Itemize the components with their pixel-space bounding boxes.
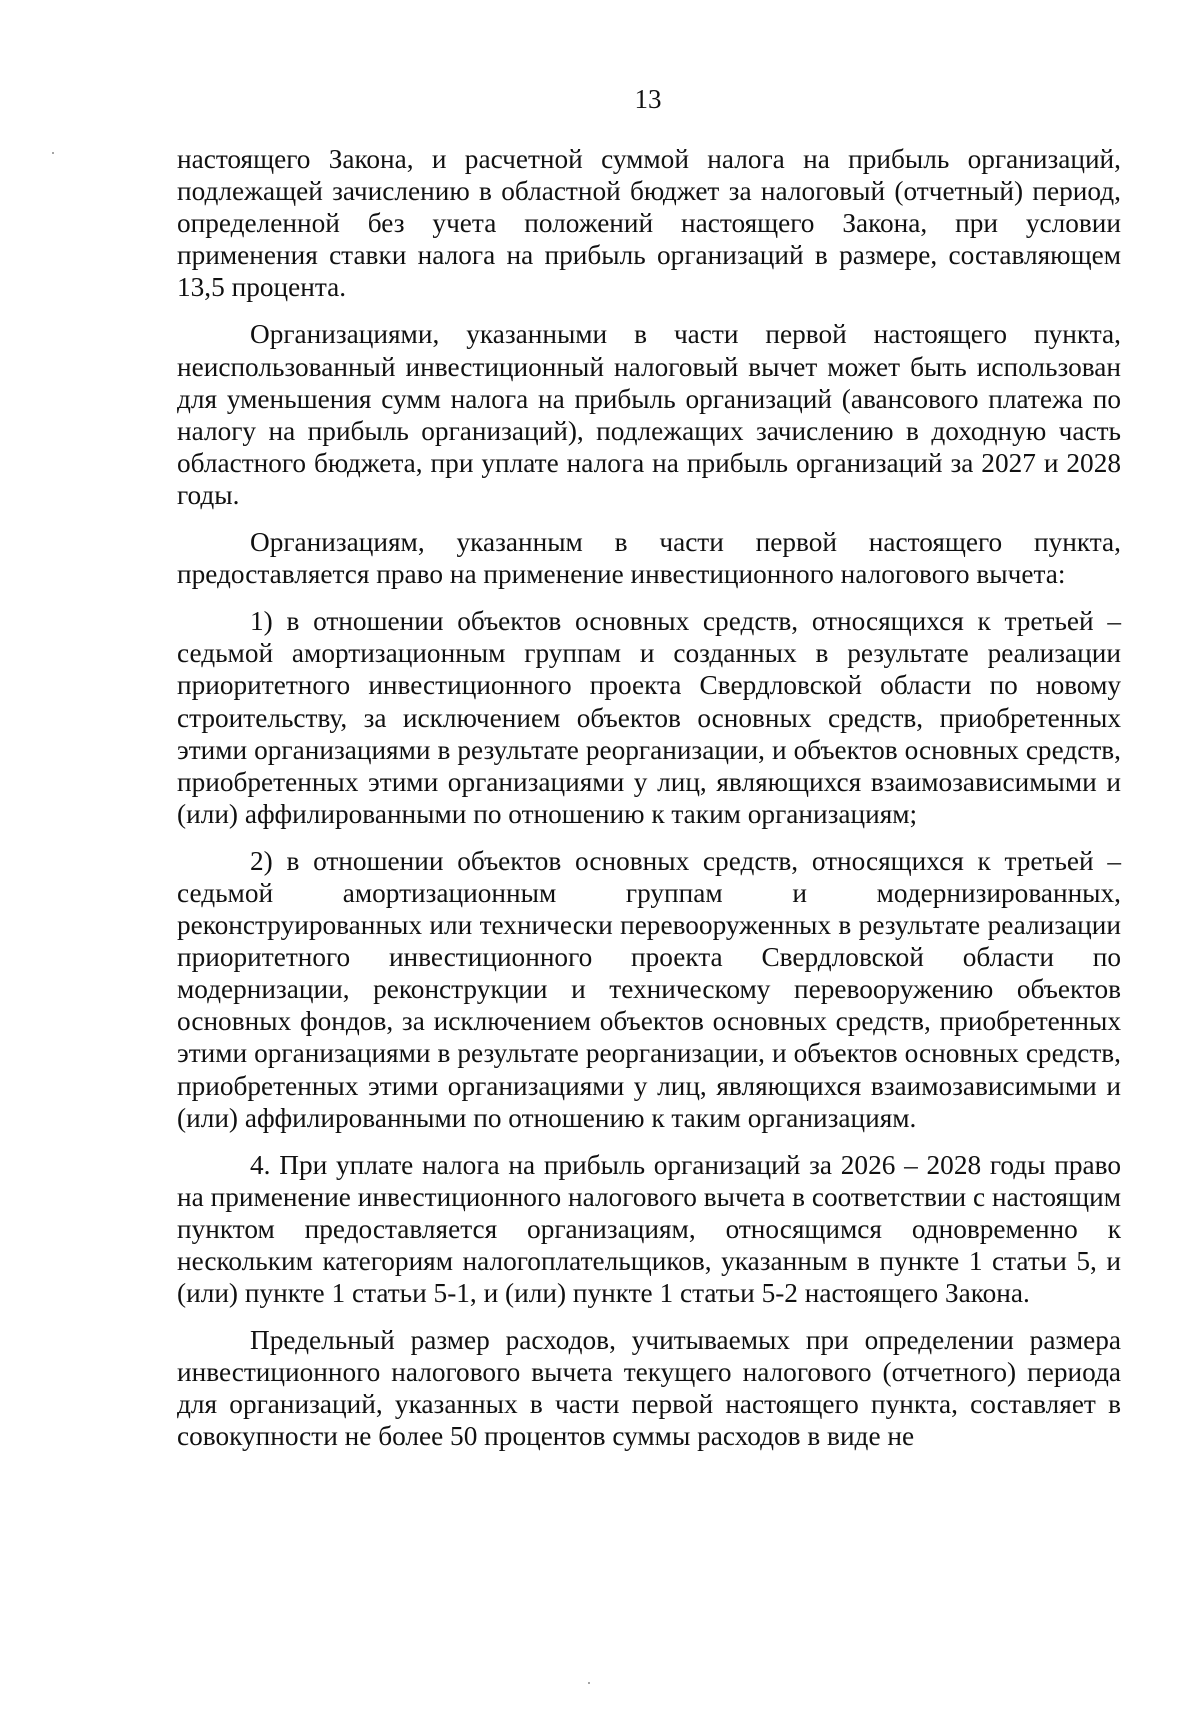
paragraph-unused-deduction: Организациями, указанными в части первой настоящего пункта, неиспользованный инвестиционный налоговый вычет может быть использован для уменьшения сумм налога на прибыль организаций (авансового платежа по налогу на прибыль организаций), подлежащих зачислению в доходную часть областного бюджета, при уплате налога на прибыль организаций за 2027 и 2028 годы. [177, 319, 1121, 510]
clause-4: 4. При уплате налога на прибыль организаций за 2026 – 2028 годы право на применение инвестиционного налогового вычета в соответствии с настоящим пунктом предоставляется организациям, относящимся одновременно к нескольким категориям налогоплательщиков, указанным в пункте 1 статьи 5, и (или) пункте 1 статьи 5-1, и (или) пункте 1 статьи 5-2 настоящего Закона. [177, 1149, 1121, 1309]
scan-speck [588, 1682, 590, 1684]
paragraph-expense-limit: Предельный размер расходов, учитываемых при определении размера инвестиционного налогового вычета текущего налогового (отчетного) периода для организаций, указанных в части первой настоящего пункта, составляет в совокупности не более 50 процентов суммы расходов в виде не [177, 1325, 1121, 1452]
scan-speck [52, 152, 54, 154]
list-item-2: 2) в отношении объектов основных средств, относящихся к третьей – седьмой амортизационным группам и модернизированных, реконструированных или технически перевооруженных в результате реализации приоритетного инвестиционного проекта Свердловской области по модернизации, реконструкции и техническому перевооружению объектов основных фондов, за исключением объектов основных средств, приобретенных этими организациями в результате реорганизации, и объектов основных средств, приобретенных этими организациями у лиц, являющихся взаимозависимыми и (или) аффилированными по отношению к таким организациям. [177, 845, 1121, 1133]
list-item-1: 1) в отношении объектов основных средств, относящихся к третьей – седьмой амортизационным группам и созданных в результате реализации приоритетного инвестиционного проекта Свердловской области по новому строительству, за исключением объектов основных средств, приобретенных этими организациями в результате реорганизации, и объектов основных средств, приобретенных этими организациями у лиц, являющихся взаимозависимыми и (или) аффилированными по отношению к таким организациям; [177, 606, 1121, 829]
document-body [177, 143, 1121, 1468]
page-number: 13 [634, 84, 662, 114]
paragraph-deduction-right: Организациям, указанным в части первой настоящего пункта, предоставляется право на применение инвестиционного налогового вычета: [177, 527, 1121, 590]
paragraph-continuation: настоящего Закона, и расчетной суммой налога на прибыль организаций, подлежащей зачислению в областной бюджет за налоговый (отчетный) период, определенной без учета положений настоящего Закона, при условии применения ставки налога на прибыль организаций в размере, составляющем 13,5 процента. [177, 144, 1121, 303]
